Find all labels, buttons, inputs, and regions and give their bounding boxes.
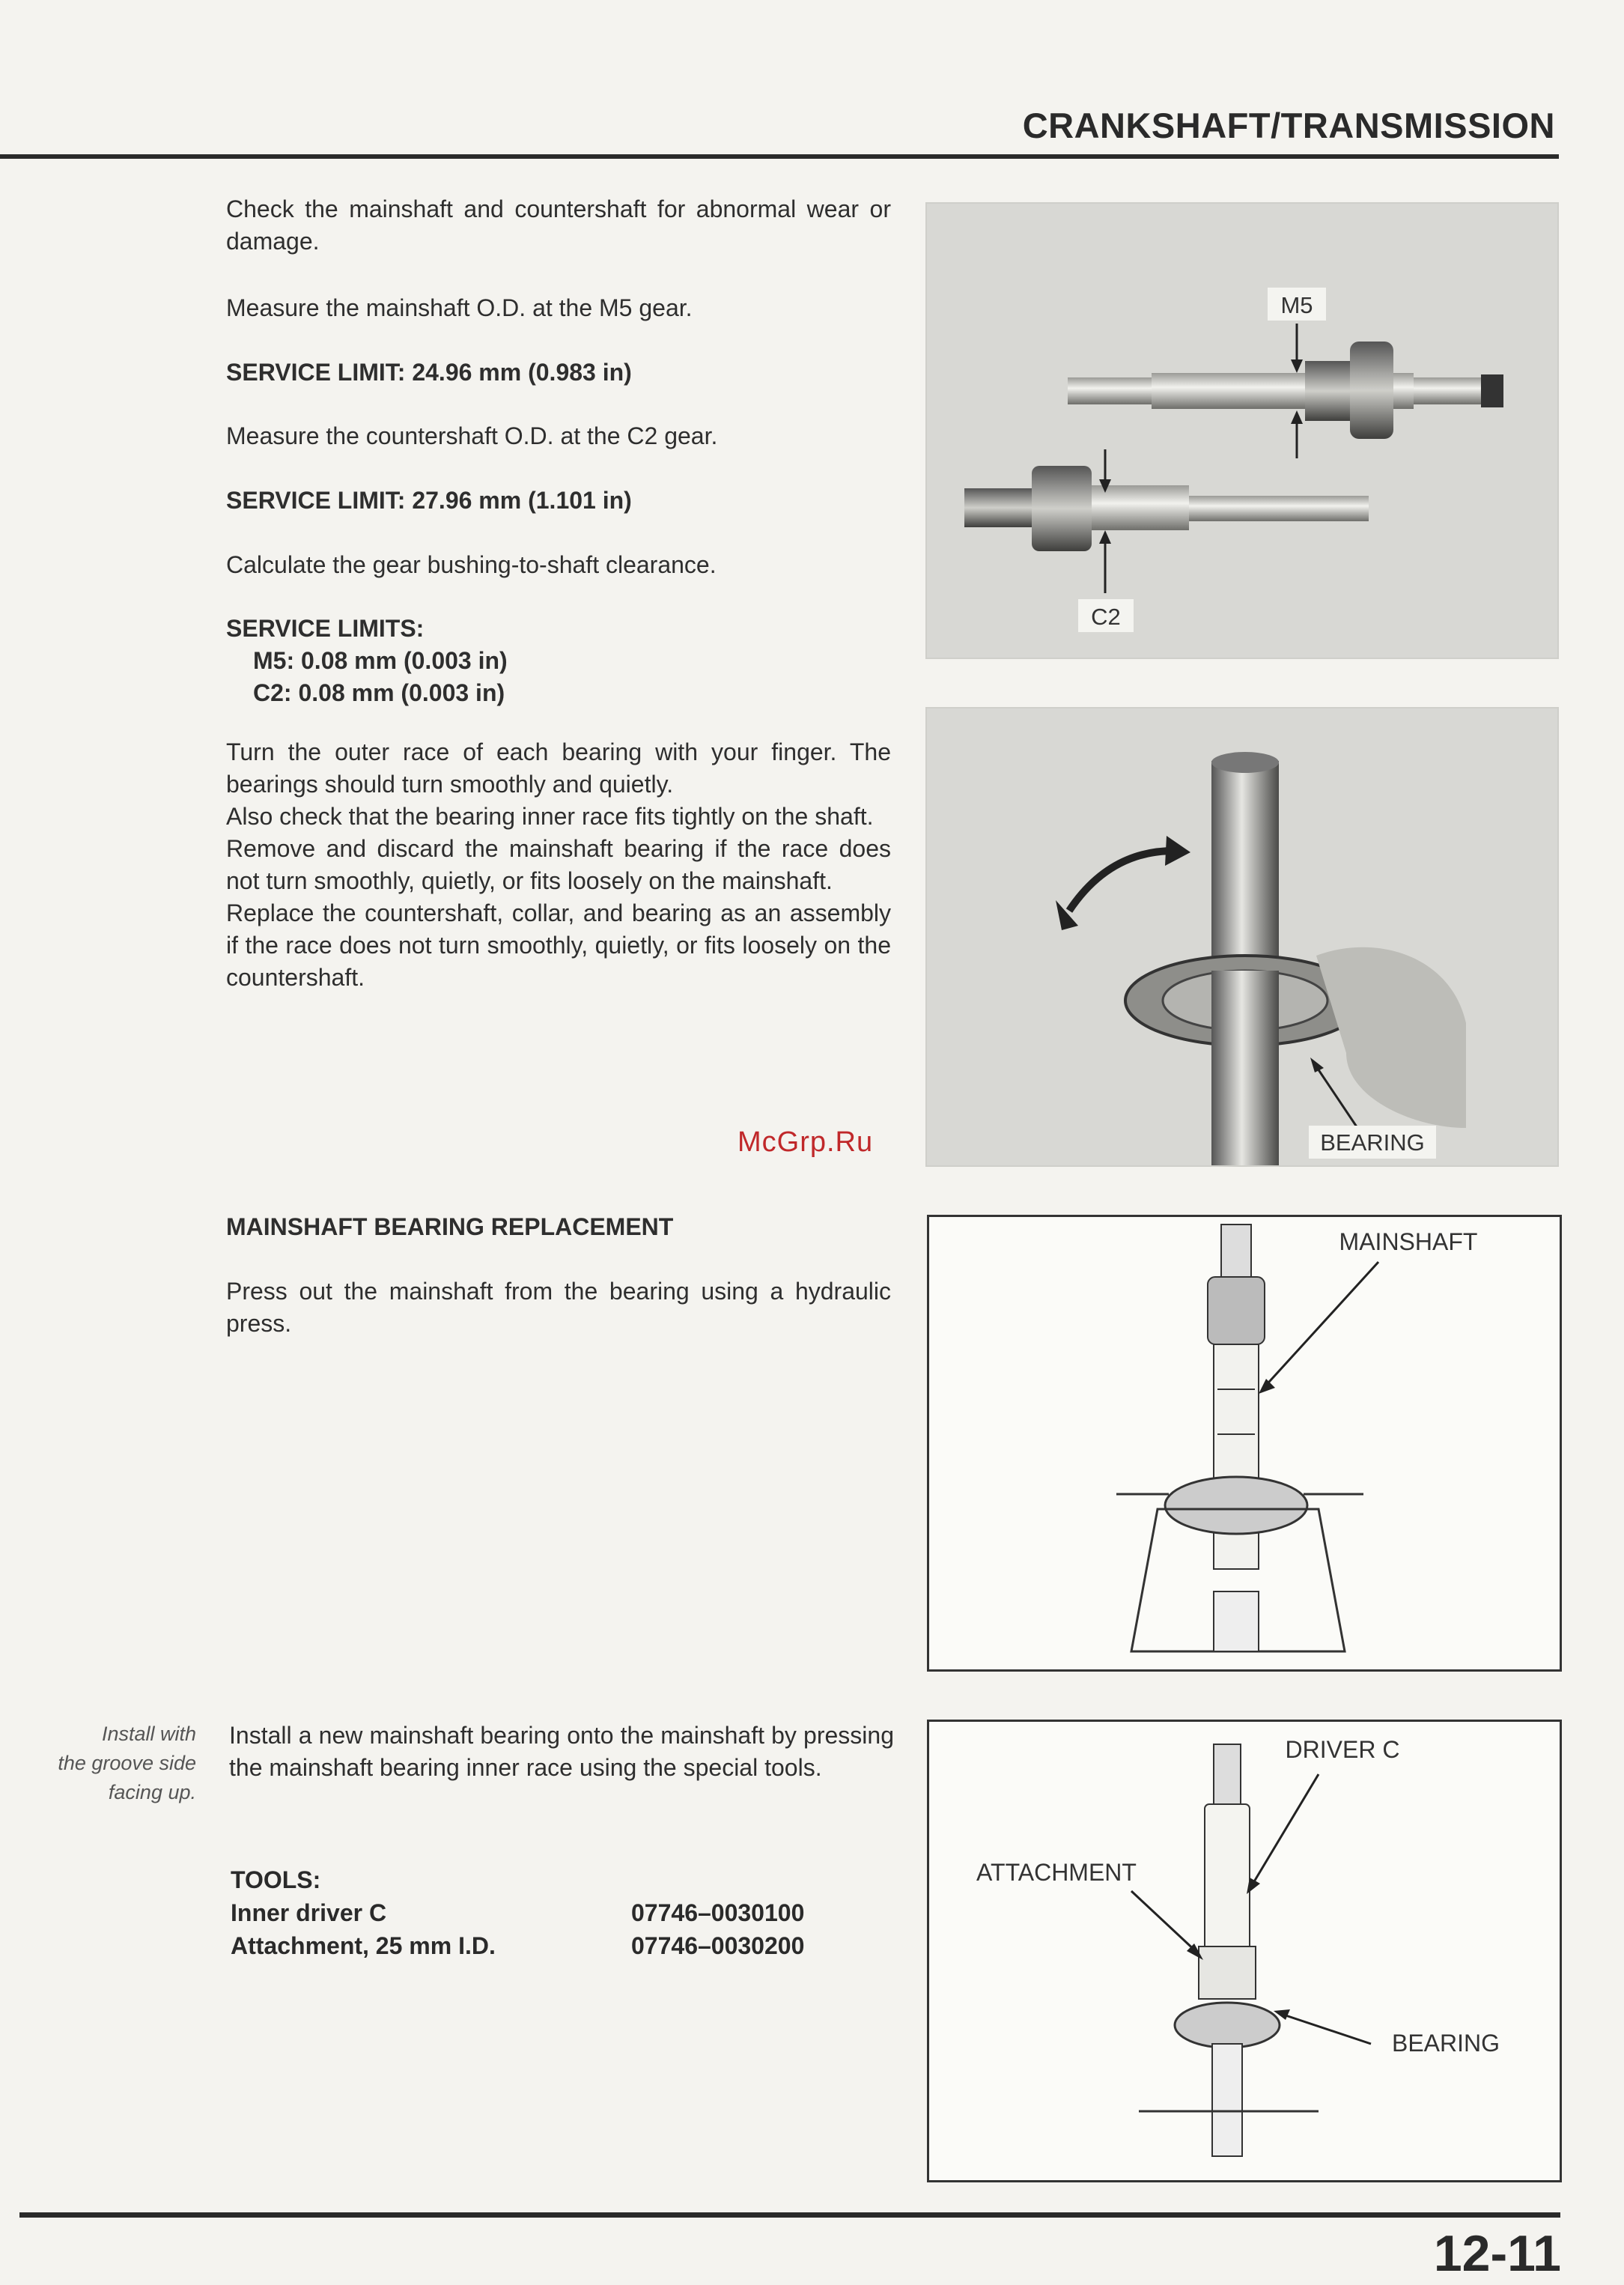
rotation-arrow [1069,851,1174,911]
c2-arrowhead-bottom [1099,530,1111,544]
side-note-line3: facing up. [108,1781,196,1803]
side-note-line1: Install with [101,1723,196,1745]
driver-thread [1214,1744,1241,1804]
section-title: CRANKSHAFT/TRANSMISSION [1022,106,1555,145]
side-note-line2: the groove side [58,1752,196,1774]
figure-bearing-photo [925,707,1559,1167]
c2-label: C2 [1091,604,1121,630]
bearing-check-block [226,736,891,994]
mainshaft-press-illustration [929,1217,1560,1669]
paragraph-check-shafts: Check the mainshaft and countershaft for abnormal wear or damage. [226,195,891,255]
shaft-bottom [1214,1591,1259,1651]
m5-arrowhead-bottom [1291,410,1303,424]
tool-number: 07746–0030100 [631,1899,805,1926]
mainshaft-leader-arrowhead [1259,1379,1275,1394]
figure-mainshaft-press [927,1215,1562,1672]
paragraph-measure-countershaft: Measure the countershaft O.D. at the C2 gear. [226,422,718,449]
paragraph-discard-bearing: Remove and discard the mainshaft bearing if the race does not turn smoothly, quietly, or fits loosely on the mainshaft. [226,835,891,894]
install-bearing-shape [1175,2003,1280,2048]
tools-title: TOOLS: [231,1866,321,1893]
side-note [30,1720,196,1807]
tool-row [231,1896,804,1929]
mainshaft-label: MAINSHAFT [1339,1228,1478,1255]
m5-gear [1305,361,1350,421]
watermark-text: McGrp.Ru [738,1126,874,1158]
bearing-leader-arrowhead [1310,1057,1324,1072]
paragraph-measure-mainshaft: Measure the mainshaft O.D. at the M5 gear. [226,294,693,321]
countershaft-bearing [1032,466,1092,551]
paragraph-press-out: Press out the mainshaft from the bearing using a hydraulic press. [226,1278,891,1337]
bearing-check-illustration [927,708,1557,1165]
paragraph-install-bearing: Install a new mainshaft bearing onto the mainshaft by pressing the mainshaft bearing inner race using the special tools. [229,1722,894,1781]
bearing-leader-line [1316,1066,1357,1128]
m5-arrowhead-top [1291,359,1303,373]
driver-leader-line [1251,1774,1319,1887]
mainshaft-end [1481,374,1503,407]
install-bearing-illustration [929,1722,1560,2180]
press-bearing [1165,1477,1307,1534]
paragraph-inner-race-fit: Also check that the bearing inner race fits tightly on the shaft. [226,803,874,830]
tool-name: Attachment, 25 mm I.D. [231,1932,496,1959]
tool-name: Inner driver C [231,1899,387,1926]
mainshaft-bearing [1350,342,1393,439]
bearing-label-fig4: BEARING [1391,2030,1500,2057]
tools-table [231,1863,804,1962]
attachment-leader-line [1131,1891,1199,1954]
c2-gear [1092,485,1189,530]
service-limits-title: SERVICE LIMITS: [226,615,425,642]
paragraph-turn-race: Turn the outer race of each bearing with your finger. The bearings should turn smoothly and quietly. [226,738,891,798]
service-limit-countershaft: SERVICE LIMIT: 27.96 mm (1.101 in) [226,487,632,514]
shaft-top [1211,752,1279,773]
bearing-label: BEARING [1320,1129,1425,1156]
paragraph-replace-assembly: Replace the countershaft, collar, and bearing as an assembly if the race does not turn smoothly, quietly, or fits loosely on the countershaft. [226,899,891,991]
mainshaft-vertical [1214,1344,1259,1569]
footer-rule [19,2212,1560,2218]
mainshaft-leader-line [1262,1262,1378,1389]
paragraph-calculate-clearance: Calculate the gear bushing-to-shaft clearance. [226,551,717,578]
bearing-leader-line-fig4 [1281,2014,1371,2044]
m5-label: M5 [1280,292,1313,318]
figure-install-bearing [927,1720,1562,2182]
press-knurl [1208,1277,1265,1344]
tool-row [231,1929,804,1962]
service-limit-c2: C2: 0.08 mm (0.003 in) [253,679,505,706]
service-limit-mainshaft: SERVICE LIMIT: 24.96 mm (0.983 in) [226,359,632,386]
driver-c-label: DRIVER C [1285,1736,1400,1763]
press-ram [1221,1225,1251,1277]
attachment-label: ATTACHMENT [976,1859,1137,1886]
section-heading-bearing-replacement: MAINSHAFT BEARING REPLACEMENT [226,1213,674,1240]
shaft-lower [1211,971,1279,1165]
page-number: 12-11 [1433,2225,1561,2282]
service-limit-m5: M5: 0.08 mm (0.003 in) [253,647,508,674]
rotation-arrowhead-right [1165,836,1190,866]
shafts-illustration [927,204,1557,658]
tool-number: 07746–0030200 [631,1932,805,1959]
figure-shafts-photo [925,202,1559,659]
header-rule [0,154,1559,159]
mainshaft-lower [1212,2044,1242,2156]
countershaft-collar [964,488,1032,527]
attachment-shape [1199,1946,1256,1999]
